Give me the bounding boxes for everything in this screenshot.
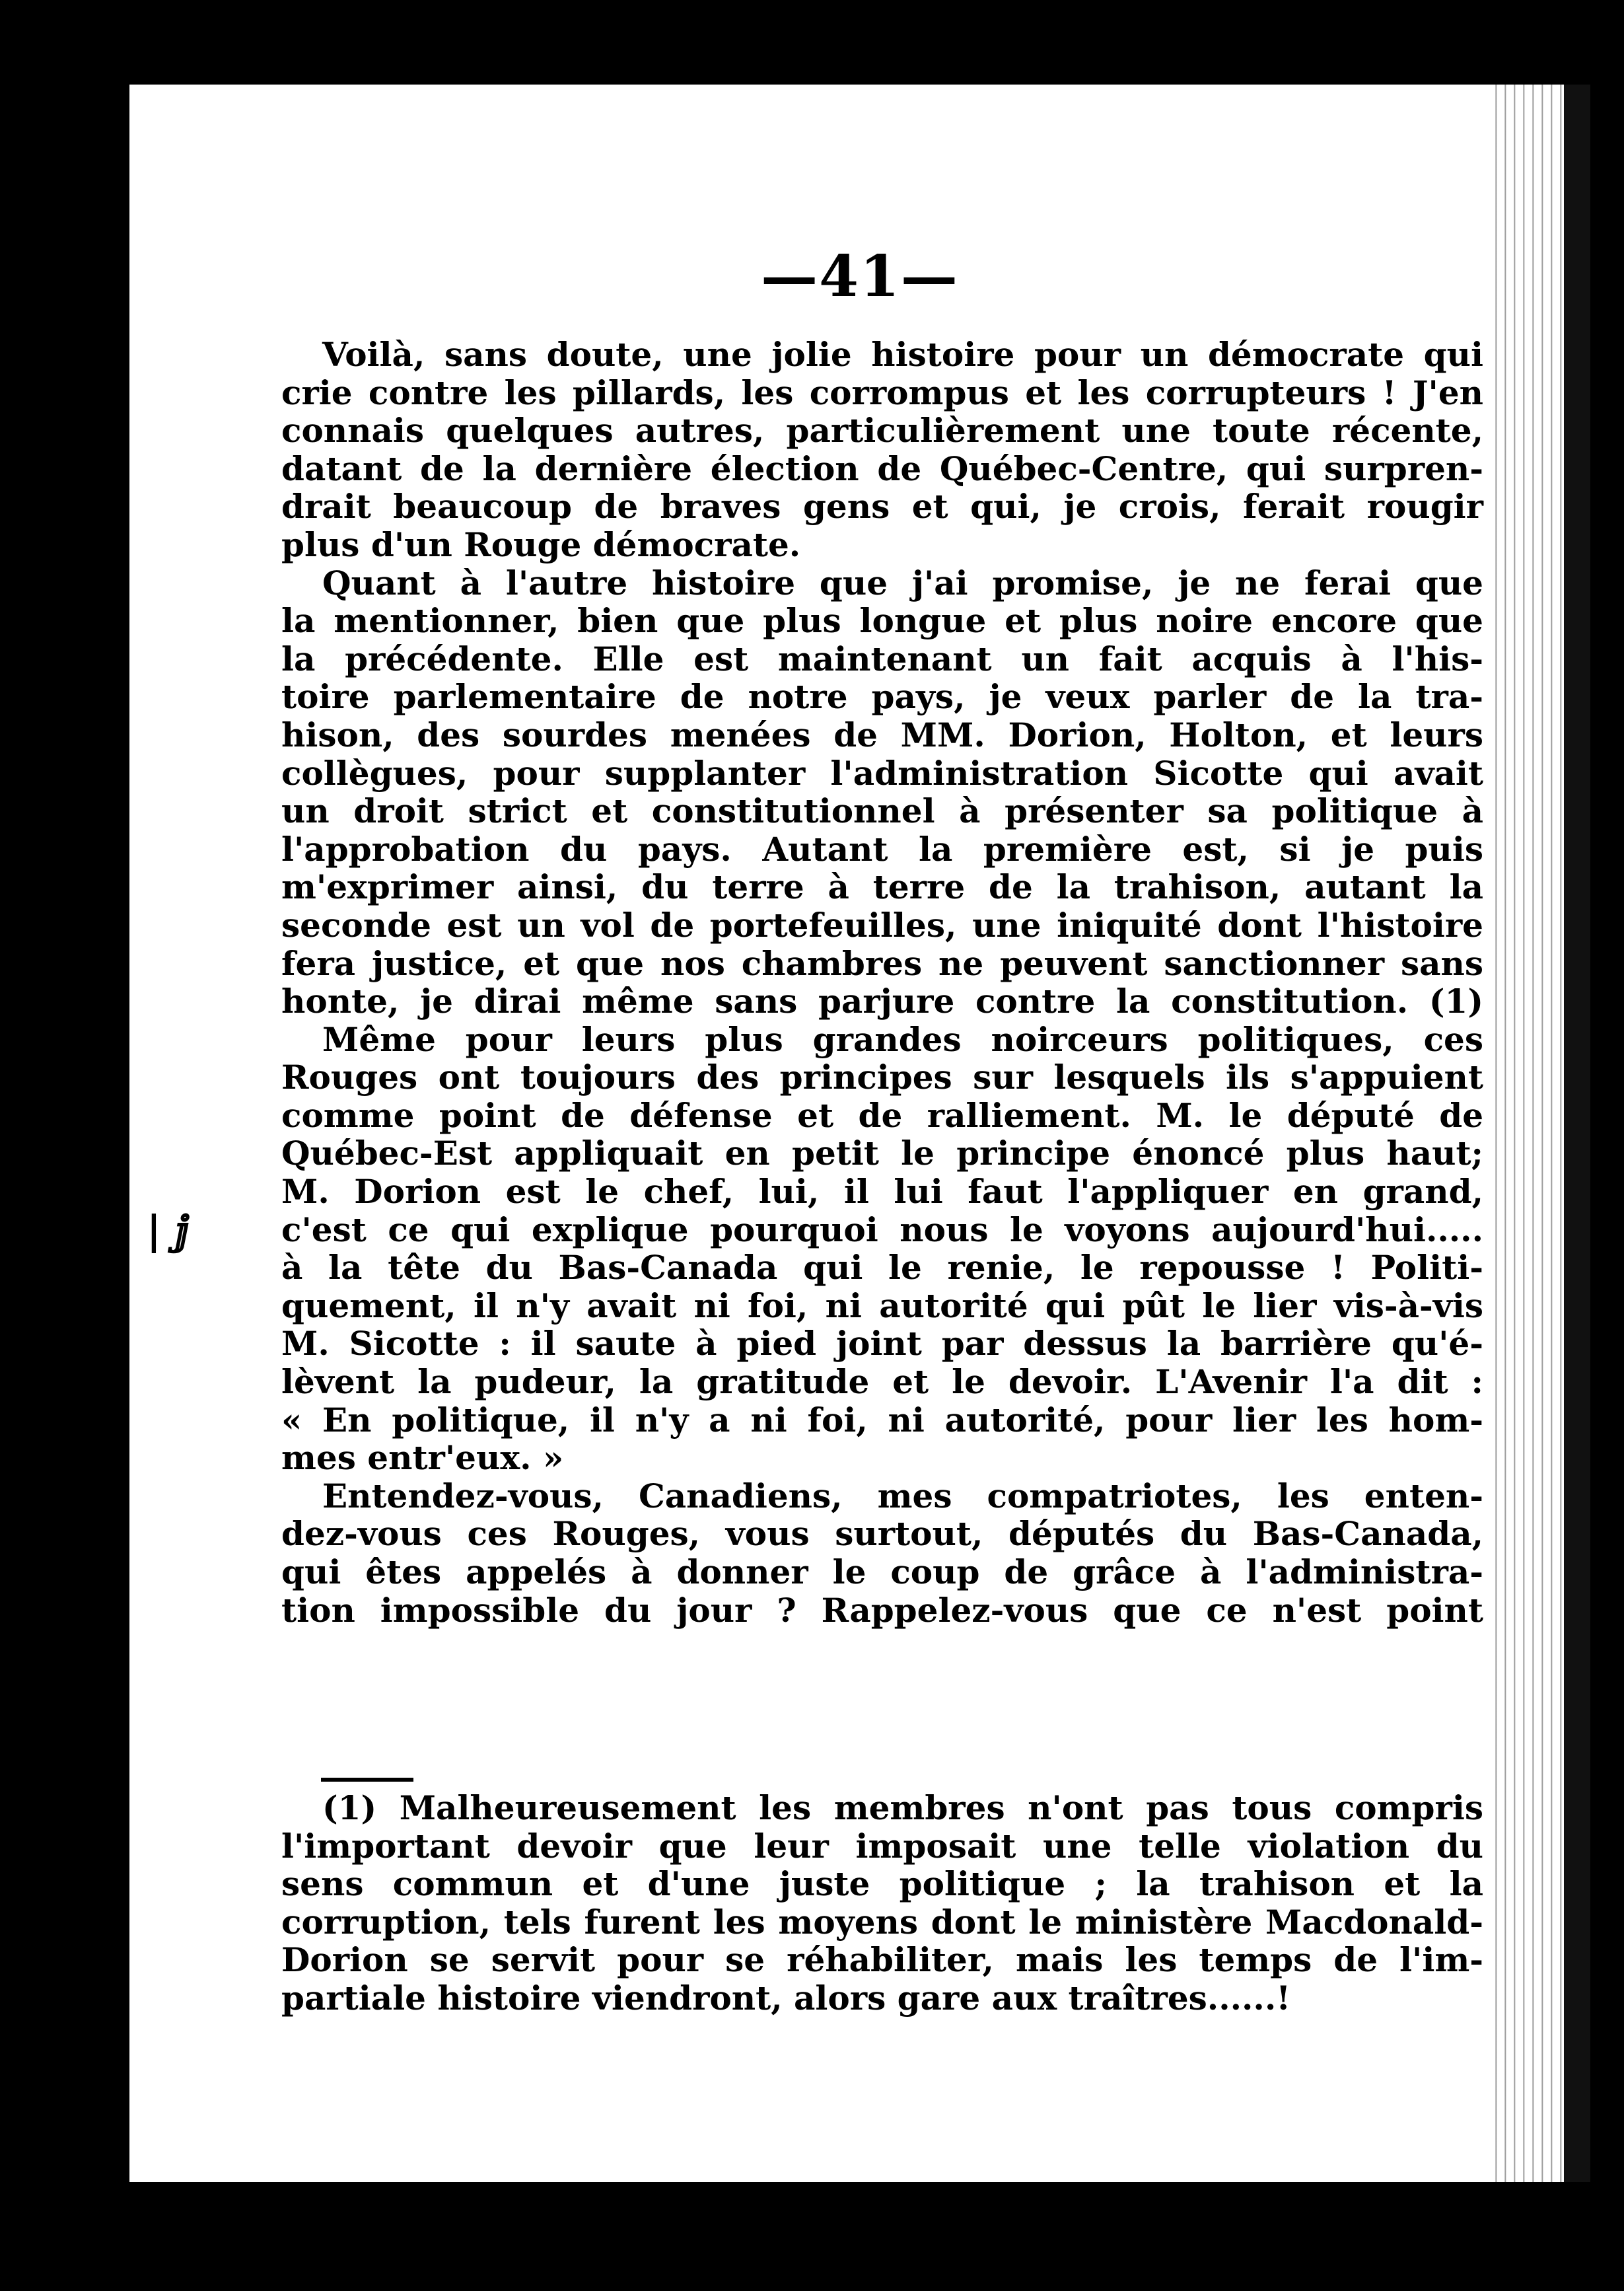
- body-line: collègues, pour supplanter l'administration Sicotte qui avait: [281, 753, 1483, 793]
- body-line: tion impossible du jour ? Rappelez-vous que ce n'est point: [281, 1590, 1483, 1630]
- footnote-line: sens commun et d'une juste politique ; la trahison et la: [281, 1864, 1483, 1904]
- body-line: honte, je dirai même sans parjure contre la constitution. (1): [281, 982, 1483, 1021]
- footnote-line: partiale histoire viendront, alors gare aux traîtres......!: [281, 1978, 1291, 2018]
- body-line: Rouges ont toujours des principes sur lesquels ils s'appuient: [281, 1058, 1483, 1097]
- footnote-line: Dorion se servit pour se réhabiliter, mais les temps de l'im-: [281, 1940, 1483, 1980]
- body-line: Voilà, sans doute, une jolie histoire pour un démocrate qui: [322, 335, 1483, 374]
- body-line: crie contre les pillards, les corrompus et les corrupteurs ! J'en: [281, 373, 1483, 412]
- body-line: la mentionner, bien que plus longue et plus noire encore que: [281, 601, 1483, 641]
- body-line: fera justice, et que nos chambres ne peuvent sanctionner sans: [281, 943, 1483, 983]
- footnote-rule: [321, 1778, 413, 1782]
- body-line: hison, des sourdes menées de MM. Dorion, Holton, et leurs: [281, 715, 1483, 754]
- body-line: connais quelques autres, particulièrement une toute récente,: [281, 411, 1483, 451]
- body-line: mes entr'eux. »: [281, 1438, 564, 1478]
- body-line: datant de la dernière élection de Québec-Centre, qui surpren-: [281, 449, 1483, 488]
- body-line: un droit strict et constitutionnel à présenter sa politique à: [281, 791, 1483, 831]
- body-line: M. Dorion est le chef, lui, il lui faut l'appliquer en grand,: [281, 1172, 1483, 1212]
- body-line: qui êtes appelés à donner le coup de grâce à l'administra-: [281, 1552, 1483, 1591]
- page-gutter-shadow: [1564, 85, 1590, 2182]
- body-line: toire parlementaire de notre pays, je veux parler de la tra-: [281, 677, 1483, 717]
- margin-note: | ⅉ: [147, 1208, 190, 1254]
- body-line: Quant à l'autre histoire que j'ai promise, je ne ferai que: [322, 563, 1483, 602]
- footnote-line: corruption, tels furent les moyens dont le ministère Macdonald-: [281, 1902, 1483, 1942]
- body-line: « En politique, il n'y a ni foi, ni autorité, pour lier les hom-: [281, 1400, 1483, 1439]
- body-line: seconde est un vol de portefeuilles, une iniquité dont l'histoire: [281, 905, 1483, 945]
- body-line: la précédente. Elle est maintenant un fait acquis à l'his-: [281, 639, 1483, 678]
- book-page: [129, 85, 1590, 2182]
- body-line: dez-vous ces Rouges, vous surtout, députés du Bas-Canada,: [281, 1514, 1483, 1554]
- body-line: Même pour leurs plus grandes noirceurs politiques, ces: [322, 1019, 1483, 1059]
- body-line: Entendez-vous, Canadiens, mes compatriotes, les enten-: [322, 1476, 1483, 1515]
- footnote: [281, 1789, 1483, 2018]
- body-line: m'exprimer ainsi, du terre à terre de la trahison, autant la: [281, 867, 1483, 907]
- body-line: l'approbation du pays. Autant la première est, si je puis: [281, 829, 1483, 869]
- body-line: comme point de défense et de ralliement. M. le député de: [281, 1095, 1483, 1135]
- body-line: quement, il n'y avait ni foi, ni autorité qui pût le lier vis-à-vis: [281, 1286, 1483, 1325]
- body-line: Québec-Est appliquait en petit le principe énoncé plus haut;: [281, 1134, 1483, 1173]
- body-line: lèvent la pudeur, la gratitude et le devoir. L'Avenir l'a dit :: [281, 1362, 1483, 1402]
- body-line: c'est ce qui explique pourquoi nous le voyons aujourd'hui.....: [281, 1210, 1483, 1249]
- body-line: plus d'un Rouge démocrate.: [281, 525, 801, 564]
- footnote-line: (1) Malheureusement les membres n'ont pas tous compris: [322, 1788, 1483, 1827]
- body-text: [281, 336, 1483, 1629]
- body-line: drait beaucoup de braves gens et qui, je crois, ferait rougir: [281, 487, 1483, 527]
- footnote-line: l'important devoir que leur imposait une telle violation du: [281, 1826, 1483, 1866]
- page-number: —41—: [761, 243, 959, 310]
- body-line: M. Sicotte : il saute à pied joint par dessus la barrière qu'é-: [281, 1324, 1483, 1364]
- body-line: à la tête du Bas-Canada qui le renie, le repousse ! Politi-: [281, 1248, 1483, 1288]
